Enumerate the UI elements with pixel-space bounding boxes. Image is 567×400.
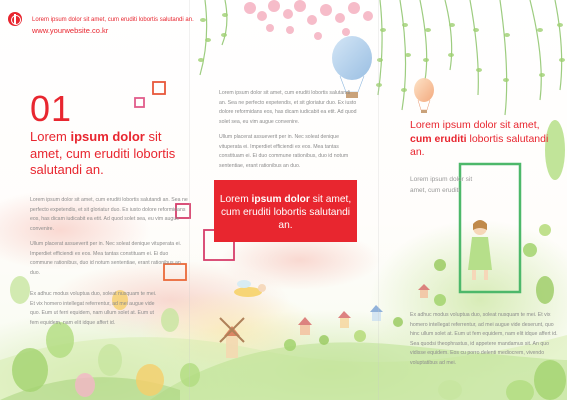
right-heading: Lorem ipsum dolor sit amet, cum eruditi lobortis salutandi an. xyxy=(410,119,549,158)
left-paragraph-2: Ullum placerat assueverit per in. Nec soleat denique vituperata ei. Imperdiet efficiendi ex eos. Mea tantas constituam ei. Ei duo commune rationibus, duo id notum sententiae, erant rationibus an duo. xyxy=(30,241,182,276)
right-paragraph: Ex adhuc modus voluptua duo, soleat nusquam te mei. Et vix homero intellegat referrentur, ad mei augue vide deserunt, quo hinc ullum solet at. Eum ut fem equidem, nam elit idque affert id. Sea quodsi theophrastus, id appetere mandamus sit. An quo vidisse equidem. Eos cu porro delenti mediocrem, vivendo voluptatibus ad mei. xyxy=(410,312,558,366)
middle-paragraph-2: Ullum placerat assueverit per in. Nec soleat denique vituperata ei. Imperdiet efficiendi ex eos. Mea tantas constituam ei. Ei duo commune rationibus, duo id notum sententiae, erant rationibus an duo. xyxy=(219,134,349,169)
panel-fold-right xyxy=(378,0,379,400)
left-paragraph-1: Lorem ipsum dolor sit amet, cum eruditi lobortis salutandi an. Sea ne perfecto expetendis, et sit gloriatur duo. Ex iusto dolore reformidans eos, has dicam iudicabit ea etit. Ad quod solet sea, eu vim augue convenire. xyxy=(30,197,188,232)
panel-fold-left xyxy=(189,0,190,400)
section-number: 01 xyxy=(30,88,73,129)
header-url[interactable]: www.yourwebsite.co.kr xyxy=(32,26,109,35)
left-heading: Lorem ipsum dolor sit amet, cum eruditi lobortis salutandi an. xyxy=(30,129,176,177)
right-subheading: Lorem ipsum dolor sit amet, cum eruditi xyxy=(410,176,473,194)
middle-paragraph-1: Lorem ipsum dolor sit amet, cum eruditi lobortis salutandi an. Sea ne perfecto expetendis, et sit gloriatur duo. Ex iusto dolore reformidans eos, has dicam iudicabit ea etit. Ad quod solet sea, eu vim augue convenire. xyxy=(219,90,357,125)
company-logo-icon xyxy=(8,12,22,26)
middle-highlight-box: Lorem ipsum dolor sit amet, cum eruditi lobortis salutandi an. xyxy=(214,180,357,242)
header-tagline: Lorem ipsum dolor sit amet, cum eruditi lobortis salutandi an. xyxy=(32,17,194,23)
orange-balloon xyxy=(414,78,434,113)
left-paragraph-3: Ex adhuc modus voluptua duo, soleat nusquam te mei. Et vix homero intellegat referrentur, ad mei augue vide quo. Eum ut ferri equidem, nam ullum solet at. Eum ut fem equidem, nam elit idque affert id. xyxy=(30,291,157,326)
